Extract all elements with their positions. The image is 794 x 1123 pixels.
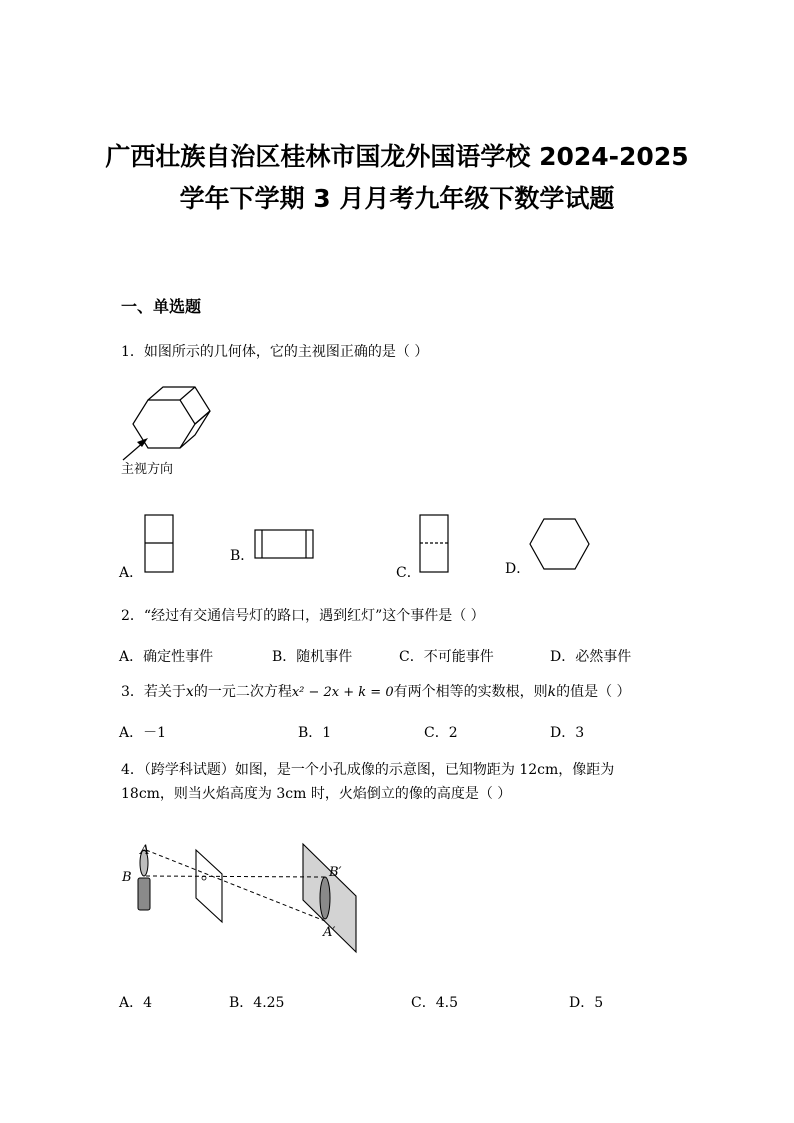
q4-option-d: D．5 [569, 995, 604, 1011]
q3-mid2: 有两个相等的实数根，则 [393, 684, 548, 700]
q3-var-x: x [185, 684, 194, 700]
q2-option-a: A．确定性事件 [119, 649, 214, 665]
view-direction-label: 主视方向 [121, 462, 174, 477]
q2-option-d: D．必然事件 [550, 649, 632, 665]
title-line-2: 学年下学期 3 月月考九年级下数学试题 [179, 184, 615, 213]
pinhole-imaging-figure [118, 836, 368, 956]
title-line-1: 广西壮族自治区桂林市国龙外国语学校 2024-2025 [105, 142, 689, 171]
label-a: A [140, 843, 150, 858]
q3-option-b: B．1 [298, 725, 332, 741]
q1-option-c-figure [419, 513, 451, 575]
q1-option-b-label: B． [230, 548, 255, 564]
q3-option-c: C．2 [424, 725, 458, 741]
q3-option-d: D．3 [550, 725, 585, 741]
q4-option-b: B．4.25 [229, 995, 285, 1011]
label-b: B [122, 870, 132, 885]
q4-option-c: C．4.5 [411, 995, 458, 1011]
label-b-prime: B′ [329, 865, 342, 880]
label-a-prime: A′ [323, 925, 336, 940]
q1-option-a-label: A． [119, 565, 144, 581]
q3-equation: x² − 2x + k = 0 [291, 685, 394, 700]
q4-option-a: A．4 [119, 995, 153, 1011]
q1-option-c-label: C． [396, 565, 421, 581]
question-2-text: 2．“经过有交通信号灯的路口，遇到红灯”这个事件是（ ） [121, 608, 485, 624]
q3-mid1: 的一元二次方程 [193, 684, 292, 700]
q3-prefix: 3．若关于 [121, 684, 186, 700]
q1-option-d-figure [527, 515, 593, 575]
q3-var-k: k [547, 684, 557, 700]
q1-option-b-figure [253, 528, 317, 562]
section-heading: 一、单选题 [121, 297, 202, 316]
q1-option-d-label: D． [505, 561, 531, 577]
question-3-text [121, 682, 631, 703]
q2-option-b: B．随机事件 [272, 649, 353, 665]
q3-suffix: 的值是（ ） [556, 684, 631, 700]
q1-option-a-figure [144, 513, 176, 575]
question-4-line-1: 4．（跨学科试题）如图，是一个小孔成像的示意图，已知物距为 12cm，像距为 [121, 762, 615, 778]
question-1-text: 1．如图所示的几何体，它的主视图正确的是（ ） [121, 344, 429, 360]
q3-option-a: A．－1 [119, 725, 167, 741]
q2-option-c: C．不可能事件 [399, 649, 494, 665]
question-4-line-2: 18cm，则当火焰高度为 3cm 时，火焰倒立的像的高度是（ ） [121, 786, 512, 802]
